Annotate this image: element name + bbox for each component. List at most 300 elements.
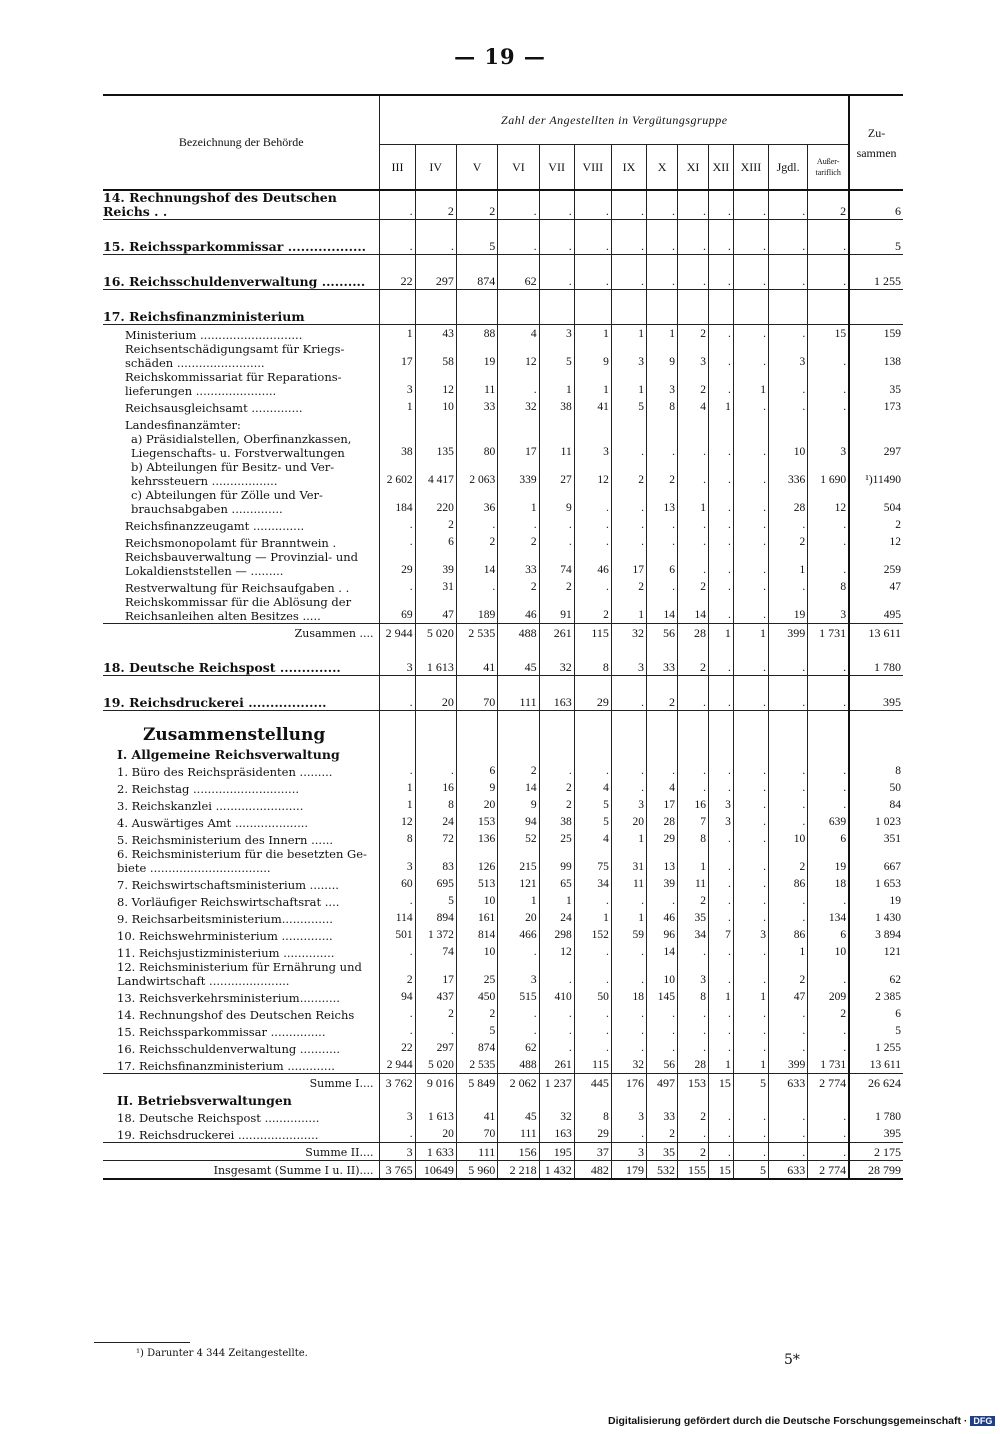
spacer-cell (456, 290, 497, 305)
spacer-cell (103, 290, 380, 305)
value-cell: 56 (647, 624, 678, 642)
table-row (103, 460, 903, 488)
value-cell: 8 (415, 796, 456, 813)
value-cell: 3 (678, 342, 709, 370)
value-cell: 35 (647, 1143, 678, 1161)
value-cell: . (733, 578, 768, 595)
value-cell: 20 (611, 813, 646, 830)
value-cell: 3 (611, 1108, 646, 1125)
total-cell: 62 (849, 960, 903, 988)
value-cell: . (733, 892, 768, 909)
value-cell: 6 (456, 762, 497, 779)
row-label: 9. Reichsarbeitsministerium.............. (117, 912, 333, 926)
value-cell: . (709, 190, 734, 220)
value-cell: . (768, 762, 807, 779)
value-cell: . (733, 488, 768, 516)
value-cell: 1 (380, 779, 415, 796)
value-cell: 1 (574, 370, 611, 398)
value-cell: . (611, 1005, 646, 1022)
value-cell: . (733, 875, 768, 892)
row-label: II. Betriebsverwaltungen (117, 1093, 292, 1108)
value-cell: 13 (647, 847, 678, 875)
value-cell: . (768, 690, 807, 711)
value-cell: 437 (415, 988, 456, 1005)
value-cell: 2 602 (380, 460, 415, 488)
value-cell: 36 (456, 488, 497, 516)
value-cell: 14 (647, 943, 678, 960)
value-cell: 32 (611, 1056, 646, 1074)
value-cell (380, 1091, 415, 1108)
value-cell: . (611, 1125, 646, 1143)
total-cell: 2 (849, 516, 903, 533)
spacer-cell (808, 255, 849, 270)
spacer-cell (415, 220, 456, 235)
table-row (103, 847, 903, 875)
value-cell: . (709, 875, 734, 892)
value-cell: 10649 (415, 1161, 456, 1180)
value-cell: 5 (456, 234, 497, 255)
value-cell: . (733, 655, 768, 676)
value-cell: 2 (678, 892, 709, 909)
total-cell: 28 799 (849, 1161, 903, 1180)
value-cell (709, 1091, 734, 1108)
row-label: Landesfinanzämter: (125, 418, 241, 432)
value-cell: 894 (415, 909, 456, 926)
spacer-cell (647, 290, 678, 305)
value-cell: . (709, 342, 734, 370)
spacer-cell (574, 641, 611, 655)
value-cell: . (539, 533, 574, 550)
table-row (103, 830, 903, 847)
value-cell (611, 1091, 646, 1108)
total-cell: 173 (849, 398, 903, 415)
value-cell: . (768, 1039, 807, 1056)
value-cell: . (733, 847, 768, 875)
value-cell: . (574, 892, 611, 909)
value-cell: 4 (498, 325, 539, 343)
value-cell: . (611, 762, 646, 779)
value-cell (647, 304, 678, 325)
value-cell: 1 (733, 370, 768, 398)
value-cell (611, 725, 646, 745)
total-cell: 26 624 (849, 1074, 903, 1092)
row-label: a) Präsidialstellen, Oberfinanzkassen, Liegenschafts- u. Forstverwaltungen (131, 432, 352, 460)
value-cell: 121 (498, 875, 539, 892)
value-cell: . (647, 533, 678, 550)
value-cell: 1 (709, 624, 734, 642)
value-cell: 11 (611, 875, 646, 892)
value-cell: 2 944 (380, 1056, 415, 1074)
value-cell: . (733, 595, 768, 624)
spacer-cell (380, 641, 415, 655)
table-row (103, 624, 903, 642)
table-row (103, 269, 903, 290)
table-row (103, 926, 903, 943)
table-row (103, 813, 903, 830)
value-cell: . (709, 1039, 734, 1056)
value-cell: 176 (611, 1074, 646, 1092)
value-cell: 2 774 (808, 1161, 849, 1180)
row-label: 4. Auswärtiges Amt .................... (117, 816, 309, 830)
table-row (103, 1108, 903, 1125)
spacer-cell (498, 676, 539, 691)
total-cell: 84 (849, 796, 903, 813)
row-label: 13. Reichsverkehrsministerium........... (117, 991, 340, 1005)
spacer-cell (678, 220, 709, 235)
value-cell: . (647, 190, 678, 220)
value-cell: 8 (574, 655, 611, 676)
value-cell: 488 (498, 1056, 539, 1074)
spacer-cell (456, 711, 497, 726)
value-cell: 19 (456, 342, 497, 370)
value-cell: 450 (456, 988, 497, 1005)
table-row (103, 875, 903, 892)
value-cell: . (574, 488, 611, 516)
spacer-cell (678, 641, 709, 655)
value-cell: 6 (808, 926, 849, 943)
value-cell: . (709, 779, 734, 796)
value-cell: . (733, 342, 768, 370)
total-cell: 8 (849, 762, 903, 779)
spacer-cell (709, 711, 734, 726)
value-cell: . (768, 1005, 807, 1022)
page-number: — 19 — (454, 44, 546, 69)
total-cell: 121 (849, 943, 903, 960)
value-cell: 2 (539, 796, 574, 813)
value-cell: 184 (380, 488, 415, 516)
value-cell: 874 (456, 269, 497, 290)
value-cell: . (611, 892, 646, 909)
value-cell (380, 304, 415, 325)
value-cell: . (709, 1125, 734, 1143)
value-cell: 153 (456, 813, 497, 830)
value-cell: . (733, 1143, 768, 1161)
column-header-group: Außer-tariflich (808, 145, 849, 191)
value-cell: . (456, 516, 497, 533)
value-cell: 515 (498, 988, 539, 1005)
spacer-cell (768, 676, 807, 691)
value-cell: . (647, 234, 678, 255)
spacer-cell (678, 711, 709, 726)
spacer-cell (574, 711, 611, 726)
value-cell (539, 745, 574, 762)
value-cell: . (733, 1039, 768, 1056)
value-cell: 2 (768, 847, 807, 875)
table-row (103, 415, 903, 432)
value-cell: 75 (574, 847, 611, 875)
value-cell: 58 (415, 342, 456, 370)
value-cell: 2 063 (456, 460, 497, 488)
value-cell: 336 (768, 460, 807, 488)
value-cell: 12 (415, 370, 456, 398)
value-cell: 2 (380, 960, 415, 988)
value-cell: . (733, 943, 768, 960)
value-cell: 2 062 (498, 1074, 539, 1092)
value-cell: . (539, 1005, 574, 1022)
spacer-cell (539, 220, 574, 235)
value-cell: 5 (539, 342, 574, 370)
value-cell: . (768, 909, 807, 926)
value-cell: . (574, 234, 611, 255)
spacer-cell (539, 676, 574, 691)
table-row (103, 550, 903, 578)
spacer-cell (539, 711, 574, 726)
value-cell: . (678, 1022, 709, 1039)
column-header-group: XIII (733, 145, 768, 191)
value-cell (456, 1091, 497, 1108)
value-cell: . (574, 943, 611, 960)
spacer-cell (611, 641, 646, 655)
value-cell: 298 (539, 926, 574, 943)
value-cell: . (709, 1108, 734, 1125)
value-cell: . (709, 578, 734, 595)
value-cell: 47 (415, 595, 456, 624)
value-cell: 3 (678, 960, 709, 988)
value-cell: 5 (574, 796, 611, 813)
row-label: 7. Reichswirtschaftsministerium ........ (117, 878, 339, 892)
value-cell: 209 (808, 988, 849, 1005)
value-cell: 3 (611, 1143, 646, 1161)
value-cell: . (456, 578, 497, 595)
row-label: 11. Reichsjustizministerium .............. (117, 946, 335, 960)
value-cell: . (611, 779, 646, 796)
value-cell: . (768, 325, 807, 343)
value-cell: 16 (415, 779, 456, 796)
value-cell: . (539, 190, 574, 220)
value-cell: 2 (768, 533, 807, 550)
value-cell: . (574, 1005, 611, 1022)
value-cell: 1 (380, 325, 415, 343)
value-cell: 3 765 (380, 1161, 415, 1180)
spacer-cell (808, 676, 849, 691)
value-cell: . (380, 1022, 415, 1039)
table-row (103, 892, 903, 909)
value-cell: 2 (498, 762, 539, 779)
total-cell: 395 (849, 1125, 903, 1143)
value-cell: . (709, 488, 734, 516)
value-cell: . (733, 690, 768, 711)
value-cell: 220 (415, 488, 456, 516)
value-cell: . (709, 325, 734, 343)
value-cell: . (768, 1125, 807, 1143)
value-cell: 33 (456, 398, 497, 415)
value-cell: 2 218 (498, 1161, 539, 1180)
value-cell (768, 304, 807, 325)
value-cell: 1 432 (539, 1161, 574, 1180)
table-row (103, 1056, 903, 1074)
table-row (103, 988, 903, 1005)
spacer-cell (808, 641, 849, 655)
value-cell: . (808, 516, 849, 533)
value-cell: 52 (498, 830, 539, 847)
value-cell: . (808, 690, 849, 711)
spacer-cell (103, 711, 380, 726)
value-cell: 39 (415, 550, 456, 578)
value-cell: 12 (574, 460, 611, 488)
row-label: b) Abteilungen für Besitz- und Ver-kehrssteuern .................. (131, 460, 335, 488)
value-cell (678, 1091, 709, 1108)
spacer-cell (849, 255, 903, 270)
value-cell: . (768, 779, 807, 796)
value-cell: 1 (733, 988, 768, 1005)
value-cell: 339 (498, 460, 539, 488)
value-cell: 115 (574, 624, 611, 642)
value-cell: . (380, 234, 415, 255)
value-cell: 111 (498, 690, 539, 711)
value-cell (611, 415, 646, 432)
value-cell: 41 (574, 398, 611, 415)
spacer-cell (768, 711, 807, 726)
spacer-cell (733, 290, 768, 305)
value-cell: . (768, 1143, 807, 1161)
spacer-cell (849, 676, 903, 691)
value-cell: 2 (647, 1125, 678, 1143)
value-cell: . (647, 1039, 678, 1056)
value-cell (456, 745, 497, 762)
total-cell: 259 (849, 550, 903, 578)
value-cell: 1 (611, 370, 646, 398)
value-cell: . (539, 1039, 574, 1056)
value-cell: 10 (808, 943, 849, 960)
value-cell: . (678, 516, 709, 533)
value-cell: 1 (539, 370, 574, 398)
value-cell: . (611, 190, 646, 220)
value-cell: 19 (768, 595, 807, 624)
value-cell: . (574, 269, 611, 290)
value-cell: 28 (768, 488, 807, 516)
spacer-cell (678, 290, 709, 305)
spacer-cell (380, 676, 415, 691)
row-label: 19. Reichsdruckerei .................. (103, 690, 380, 711)
value-cell: . (709, 847, 734, 875)
value-cell: . (733, 830, 768, 847)
row-label: Insgesamt (Summe I u. II).... (103, 1161, 380, 1180)
value-cell: . (498, 1005, 539, 1022)
value-cell: . (709, 370, 734, 398)
spacer-cell (849, 641, 903, 655)
value-cell: 10 (768, 432, 807, 460)
table-row (103, 745, 903, 762)
value-cell (539, 415, 574, 432)
spacer-cell (380, 711, 415, 726)
spacer-cell (611, 220, 646, 235)
value-cell (415, 725, 456, 745)
value-cell: 62 (498, 1039, 539, 1056)
value-cell: 3 (380, 847, 415, 875)
value-cell: 2 (539, 779, 574, 796)
value-cell: 19 (808, 847, 849, 875)
value-cell: 1 731 (808, 624, 849, 642)
value-cell: . (380, 1005, 415, 1022)
value-cell: 488 (498, 624, 539, 642)
table-row (103, 1039, 903, 1056)
column-header-group: Jgdl. (768, 145, 807, 191)
value-cell: 136 (456, 830, 497, 847)
value-cell: . (768, 370, 807, 398)
value-cell: 29 (574, 1125, 611, 1143)
spacer-cell (733, 676, 768, 691)
dfg-logo: DFG (970, 1416, 995, 1426)
spacer-cell (539, 290, 574, 305)
value-cell: 62 (498, 269, 539, 290)
value-cell (380, 725, 415, 745)
value-cell: 17 (415, 960, 456, 988)
value-cell (498, 745, 539, 762)
value-cell: 5 (415, 892, 456, 909)
value-cell: . (768, 813, 807, 830)
table-row (103, 578, 903, 595)
column-header-group: IX (611, 145, 646, 191)
value-cell: 3 (808, 595, 849, 624)
spacer-cell (415, 711, 456, 726)
value-cell (733, 1091, 768, 1108)
spacer-cell (103, 676, 380, 691)
value-cell: . (808, 398, 849, 415)
value-cell (808, 415, 849, 432)
value-cell (380, 415, 415, 432)
value-cell: . (768, 190, 807, 220)
value-cell: 261 (539, 624, 574, 642)
value-cell: 3 (611, 342, 646, 370)
row-label: 17. Reichsfinanzministerium (103, 304, 380, 325)
table-row (103, 533, 903, 550)
value-cell: . (808, 1143, 849, 1161)
value-cell: . (380, 533, 415, 550)
value-cell: . (415, 762, 456, 779)
table-row (103, 1005, 903, 1022)
value-cell: . (733, 762, 768, 779)
value-cell (733, 415, 768, 432)
value-cell: 3 (498, 960, 539, 988)
value-cell: . (733, 432, 768, 460)
row-label: 19. Reichsdruckerei ...................... (117, 1128, 319, 1142)
value-cell: 34 (574, 875, 611, 892)
value-cell: 297 (415, 1039, 456, 1056)
value-cell: 2 944 (380, 624, 415, 642)
spacer-cell (808, 711, 849, 726)
value-cell: . (678, 550, 709, 578)
row-label: 15. Reichssparkommissar .................. (103, 234, 380, 255)
row-label: 16. Reichsschuldenverwaltung .......... (103, 269, 380, 290)
value-cell: . (415, 1022, 456, 1039)
value-cell: 12 (380, 813, 415, 830)
value-cell: 4 (647, 779, 678, 796)
value-cell: . (380, 578, 415, 595)
value-cell: 633 (768, 1074, 807, 1092)
total-cell: 13 611 (849, 1056, 903, 1074)
value-cell (611, 745, 646, 762)
row-label: 17. Reichsfinanzministerium ............. (117, 1059, 335, 1073)
value-cell: 1 (678, 847, 709, 875)
spacer-cell (456, 641, 497, 655)
value-cell: . (768, 398, 807, 415)
value-cell: 1 (574, 909, 611, 926)
spacer-cell (103, 641, 380, 655)
table-row (103, 690, 903, 711)
value-cell: 14 (678, 595, 709, 624)
value-cell: 38 (539, 813, 574, 830)
total-cell: 351 (849, 830, 903, 847)
value-cell: 3 (709, 796, 734, 813)
value-cell: . (768, 796, 807, 813)
value-cell: 5 (611, 398, 646, 415)
value-cell: 2 (539, 578, 574, 595)
spacer-cell (456, 220, 497, 235)
value-cell: 399 (768, 1056, 807, 1074)
value-cell: 135 (415, 432, 456, 460)
value-cell: 29 (380, 550, 415, 578)
table-row (103, 516, 903, 533)
